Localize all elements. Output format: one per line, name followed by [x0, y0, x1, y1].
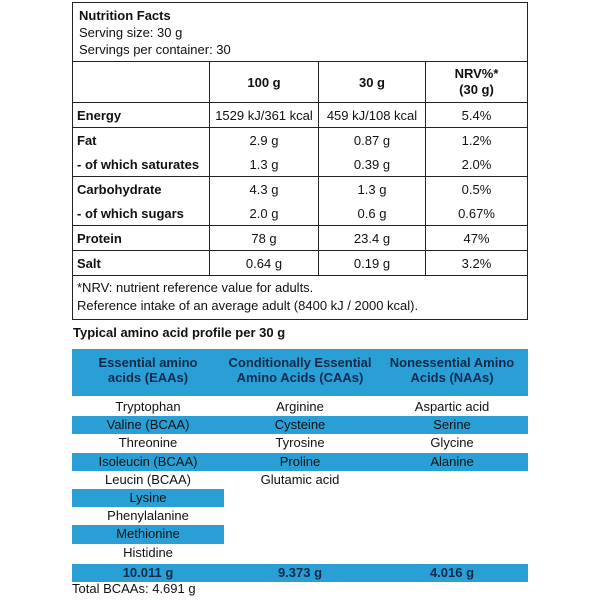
table-group-carbohydrate — [73, 177, 527, 226]
row-label: - of which sugars — [73, 201, 210, 225]
list-item: Leucin (BCAA) — [105, 471, 191, 487]
value-30g: 1.3 g — [319, 177, 426, 201]
nutrition-footnote — [73, 276, 527, 319]
list-item: Tyrosine — [275, 435, 325, 451]
list-item: Glycine — [430, 435, 474, 451]
value-nrv: 0.5% — [461, 181, 492, 197]
table-row-sugars — [73, 201, 527, 225]
list-item: Serine — [376, 416, 528, 434]
table-row-carbohydrate — [73, 177, 527, 201]
table-group-fat — [73, 128, 527, 177]
amino-totals-row — [72, 564, 528, 582]
row-label: Salt — [73, 251, 210, 275]
list-item: Methionine — [72, 525, 224, 543]
value-nrv: 3.2% — [461, 255, 492, 271]
amino-header-row — [72, 349, 528, 396]
header-eaa-line2: acids (EAAs) — [107, 370, 189, 385]
footnote-reference-intake: Reference intake of an average adult (8400 kJ / 2000 kcal). — [77, 298, 419, 313]
value-100g: 0.64 g — [210, 251, 319, 275]
list-item: Cysteine — [224, 416, 376, 434]
header-30g: 30 g — [319, 62, 426, 102]
value-nrv: 2.0% — [461, 156, 492, 172]
table-row-saturates — [73, 152, 527, 176]
eaa-column — [72, 398, 224, 562]
value-nrv: 1.2% — [461, 132, 492, 148]
nutrition-title: Nutrition Facts — [79, 8, 171, 23]
header-eaa-line1: Essential amino — [98, 355, 198, 370]
table-row-protein — [73, 226, 527, 251]
header-eaa — [72, 349, 224, 396]
header-caa-line2: Amino Acids (CAAs) — [236, 370, 364, 385]
total-bcaas: Total BCAAs: 4.691 g — [72, 581, 196, 596]
header-naa-line2: Acids (NAAs) — [410, 370, 494, 385]
value-30g: 0.6 g — [319, 201, 426, 225]
list-item: Tryptophan — [115, 399, 181, 414]
amino-body — [72, 398, 528, 562]
row-label: Carbohydrate — [73, 177, 210, 201]
table-row-salt — [73, 251, 527, 276]
total-naa: 4.016 g — [429, 564, 475, 580]
list-item: Histidine — [123, 544, 173, 560]
value-100g: 4.3 g — [210, 177, 319, 201]
row-label: - of which saturates — [73, 152, 210, 176]
list-item: Arginine — [276, 399, 324, 414]
list-item: Lysine — [72, 489, 224, 507]
header-caa-line1: Conditionally Essential — [228, 355, 372, 370]
header-naa-line1: Nonessential Amino — [389, 355, 515, 370]
value-100g: 78 g — [210, 226, 319, 250]
value-30g: 0.19 g — [319, 251, 426, 275]
list-item: Isoleucin (BCAA) — [72, 453, 224, 471]
header-empty — [73, 62, 210, 102]
serving-size: Serving size: 30 g — [79, 25, 183, 40]
table-row-energy — [73, 103, 527, 128]
header-nrv-label: NRV%* — [454, 66, 499, 81]
row-label: Fat — [73, 128, 210, 152]
footnote-nrv: *NRV: nutrient reference value for adults. — [77, 280, 314, 295]
nutrition-facts-table — [72, 2, 528, 320]
value-100g: 1529 kJ/361 kcal — [210, 103, 319, 127]
row-label: Protein — [73, 226, 210, 250]
row-label: Energy — [73, 103, 210, 127]
column-header-row — [73, 62, 527, 103]
list-item: Valine (BCAA) — [72, 416, 224, 434]
header-caa — [224, 349, 376, 396]
value-30g: 23.4 g — [319, 226, 426, 250]
header-100g: 100 g — [210, 62, 319, 102]
caa-column — [224, 398, 376, 562]
list-item: Proline — [224, 453, 376, 471]
list-item: Threonine — [118, 435, 178, 451]
value-30g: 459 kJ/108 kcal — [319, 103, 426, 127]
table-row-fat — [73, 128, 527, 152]
value-nrv: 47% — [463, 230, 490, 246]
servings-per-container: Servings per container: 30 — [79, 42, 231, 57]
value-30g: 0.87 g — [319, 128, 426, 152]
list-item: Glutamic acid — [260, 471, 340, 487]
value-nrv: 5.4% — [461, 107, 492, 123]
amino-profile-title: Typical amino acid profile per 30 g — [73, 325, 286, 340]
naa-column — [376, 398, 528, 562]
value-100g: 2.0 g — [210, 201, 319, 225]
header-nrv — [426, 62, 527, 102]
value-nrv: 0.67% — [458, 205, 495, 221]
nutrition-header — [73, 3, 527, 62]
total-eaa: 10.011 g — [122, 564, 174, 580]
total-caa: 9.373 g — [277, 564, 323, 580]
value-100g: 1.3 g — [210, 152, 319, 176]
list-item: Aspartic acid — [414, 399, 490, 414]
header-naa — [376, 349, 528, 396]
amino-profile-table — [72, 349, 528, 582]
list-item: Phenylalanine — [107, 508, 189, 524]
value-30g: 0.39 g — [319, 152, 426, 176]
header-nrv-sub: (30 g) — [459, 82, 494, 97]
list-item: Alanine — [376, 453, 528, 471]
value-100g: 2.9 g — [210, 128, 319, 152]
